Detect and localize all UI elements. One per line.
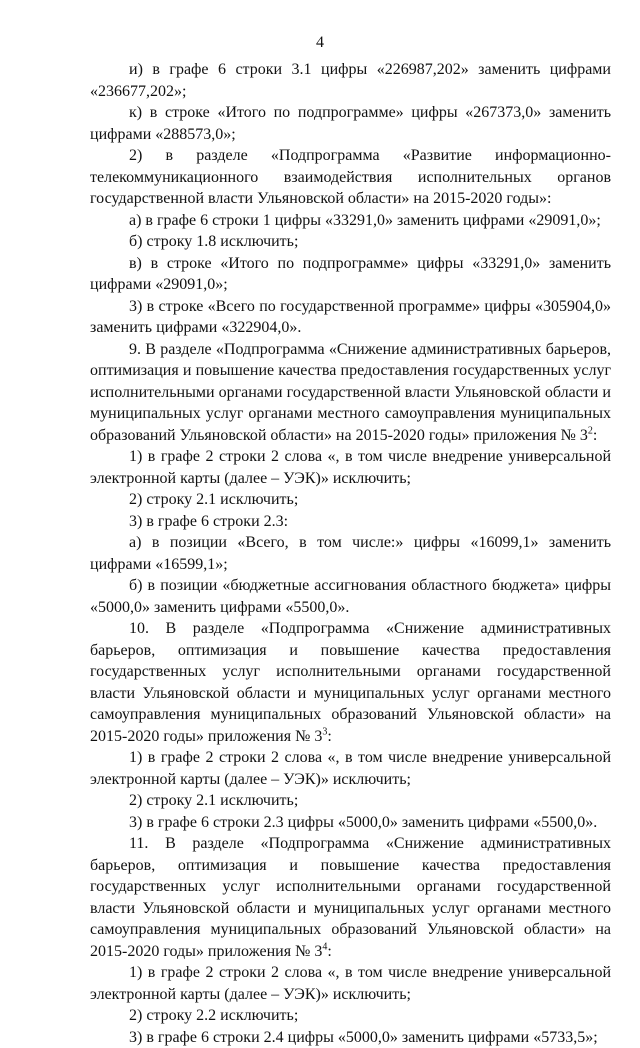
paragraph: 1) в графе 2 строки 2 слова «, в том числе внедрение универсальной электронной карты (далее – УЭК)» исключить; [90,962,611,1005]
section-paragraph: 10. В разделе «Подпрограмма «Снижение административных барьеров, оптимизация и повышение качества предоставления государственных услуг исполнительными органами государственной власти Ульяновской области и муниципальных услуг органами местного самоуправления муниципальных образований Ульяновской области» на 2015-2020 годы» приложения № $3^3$: [90,618,611,747]
paragraph: 2) в разделе «Подпрограмма «Развитие информационно-телекоммуникационного взаимодействия исполнительных органов государственной власти Ульяновской области» на 2015-2020 годы»: [90,145,611,210]
paragraph: а) в графе 6 строки 1 цифры «33291,0» заменить цифрами «29091,0»; [90,210,611,232]
paragraph: 1) в графе 2 строки 2 слова «, в том числе внедрение универсальной электронной карты (далее – УЭК)» исключить; [90,747,611,790]
paragraph: 2) строку 2.1 исключить; [90,790,611,812]
paragraph-text: 11. В разделе «Подпрограмма «Снижение административных барьеров, оптимизация и повышение качества предоставления государственных услуг исполнительными органами государственной власти Ульяновской области и муниципальных услуг органами местного самоуправления муниципальных образований Ульяновской области» на 2015-2020 годы» приложения № 3 [90,835,611,960]
footnote-superscript: 2 [588,425,593,436]
section-paragraph: 9. В разделе «Подпрограмма «Снижение административных барьеров, оптимизация и повышение качества предоставления государственных услуг исполнительными органами государственной власти Ульяновской области и муниципальных услуг органами местного самоуправления муниципальных образований Ульяновской области» на 2015-2020 годы» приложения № $3^2$: [90,339,611,447]
paragraph: 2) строку 2.2 исключить; [90,1005,611,1027]
paragraph: 3) в строке «Всего по государственной программе» цифры «305904,0» заменить цифрами «322904,0». [90,296,611,339]
section-paragraph: 11. В разделе «Подпрограмма «Снижение административных барьеров, оптимизация и повышение качества предоставления государственных услуг исполнительными органами государственной власти Ульяновской области и муниципальных услуг органами местного самоуправления муниципальных образований Ульяновской области» на 2015-2020 годы» приложения № $3^4$: [90,833,611,962]
paragraph: в) в строке «Итого по подпрограмме» цифры «33291,0» заменить цифрами «29091,0»; [90,253,611,296]
paragraph: б) строку 1.8 исключить; [90,231,611,253]
paragraph: б) в позиции «бюджетные ассигнования областного бюджета» цифры «5000,0» заменить цифрами «5500,0». [90,575,611,618]
paragraph-text: 10. В разделе «Подпрограмма «Снижение административных барьеров, оптимизация и повышение качества предоставления государственных услуг исполнительными органами государственной власти Ульяновской области и муниципальных услуг органами местного самоуправления муниципальных образований Ульяновской области» на 2015-2020 годы» приложения № 3 [90,620,611,745]
paragraph-text: 9. В разделе «Подпрограмма «Снижение административных барьеров, оптимизация и повышение качества предоставления государственных услуг исполнительными органами государственной власти Ульяновской области и муниципальных услуг органами местного самоуправления муниципальных образований Ульяновской области» на 2015-2020 годы» приложения № 3 [90,341,611,444]
page-number: 4 [0,33,640,53]
footnote-superscript: 4 [322,941,327,952]
document-body [90,59,611,1048]
paragraph: 3) в графе 6 строки 2.3 цифры «5000,0» заменить цифрами «5500,0». [90,812,611,834]
paragraph: 1) в графе 2 строки 2 слова «, в том числе внедрение универсальной электронной карты (далее – УЭК)» исключить; [90,446,611,489]
paragraph: 2) строку 2.1 исключить; [90,489,611,511]
paragraph: к) в строке «Итого по подпрограмме» цифры «267373,0» заменить цифрами «288573,0»; [90,102,611,145]
footnote-superscript: 3 [322,726,327,737]
paragraph: 3) в графе 6 строки 2.4 цифры «5000,0» заменить цифрами «5733,5»; [90,1027,611,1048]
paragraph: и) в графе 6 строки 3.1 цифры «226987,202» заменить цифрами «236677,202»; [90,59,611,102]
paragraph: 3) в графе 6 строки 2.3: [90,511,611,533]
paragraph: а) в позиции «Всего, в том числе:» цифры «16099,1» заменить цифрами «16599,1»; [90,532,611,575]
